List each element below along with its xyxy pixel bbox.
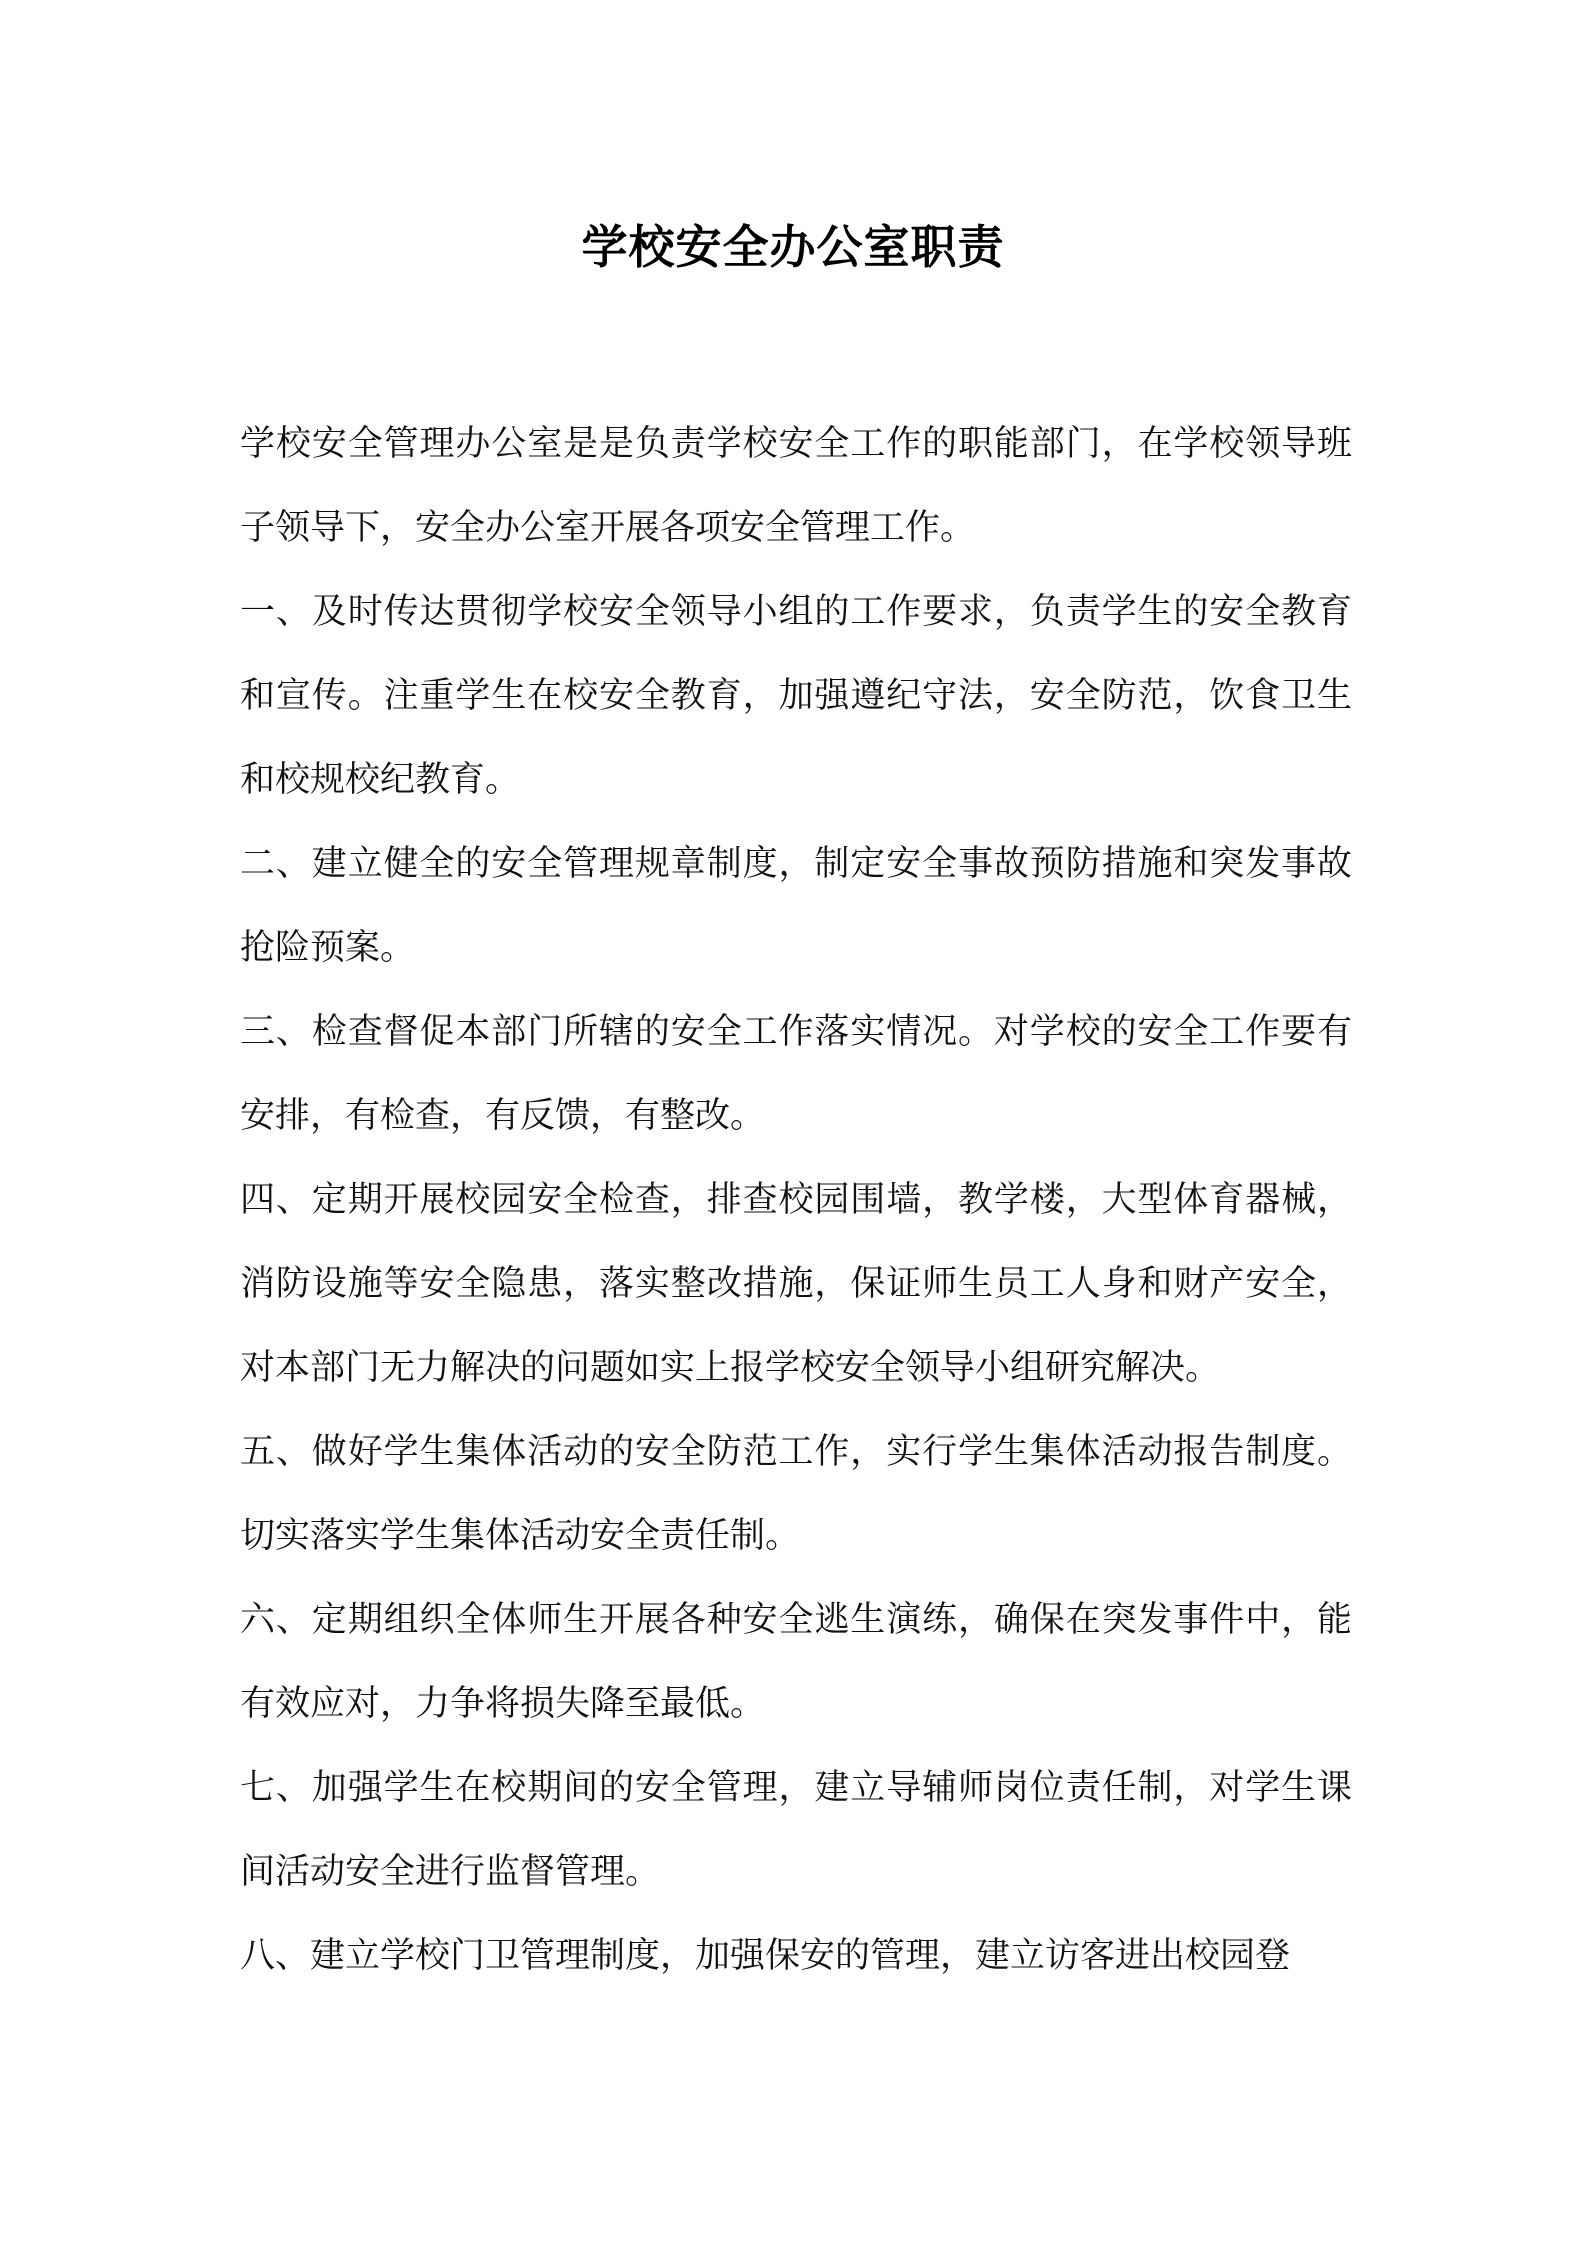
paragraph-item-3: 三、检查督促本部门所辖的安全工作落实情况。对学校的安全工作要有安排，有检查，有反馈，有整改。 xyxy=(240,1012,1352,1136)
paragraph-intro: 学校安全管理办公室是是负责学校安全工作的职能部门，在学校领导班子领导下，安全办公室开展各项安全管理工作。 xyxy=(240,424,1352,548)
paragraph-item-2: 二、建立健全的安全管理规章制度，制定安全事故预防措施和突发事故抢险预案。 xyxy=(240,844,1352,968)
document-body xyxy=(240,402,1352,1998)
document-title: 学校安全办公室职责 xyxy=(581,220,1005,274)
paragraph-item-8: 八、建立学校门卫管理制度，加强保安的管理，建立访客进出校园登 xyxy=(240,1936,1291,1976)
paragraph-item-1: 一、及时传达贯彻学校安全领导小组的工作要求，负责学生的安全教育和宣传。注重学生在校安全教育，加强遵纪守法，安全防范，饮食卫生和校规校纪教育。 xyxy=(240,592,1352,800)
paragraph-item-5: 五、做好学生集体活动的安全防范工作，实行学生集体活动报告制度。切实落实学生集体活动安全责任制。 xyxy=(240,1432,1352,1556)
paragraph-item-6: 六、定期组织全体师生开展各种安全逃生演练，确保在突发事件中，能有效应对，力争将损失降至最低。 xyxy=(240,1600,1352,1724)
paragraph-item-4: 四、定期开展校园安全检查，排查校园围墙，教学楼，大型体育器械，消防设施等安全隐患，落实整改措施，保证师生员工人身和财产安全，对本部门无力解决的问题如实上报学校安全领导小组研究解决。 xyxy=(240,1180,1352,1388)
paragraph-item-7: 七、加强学生在校期间的安全管理，建立导辅师岗位责任制，对学生课间活动安全进行监督管理。 xyxy=(240,1768,1352,1892)
